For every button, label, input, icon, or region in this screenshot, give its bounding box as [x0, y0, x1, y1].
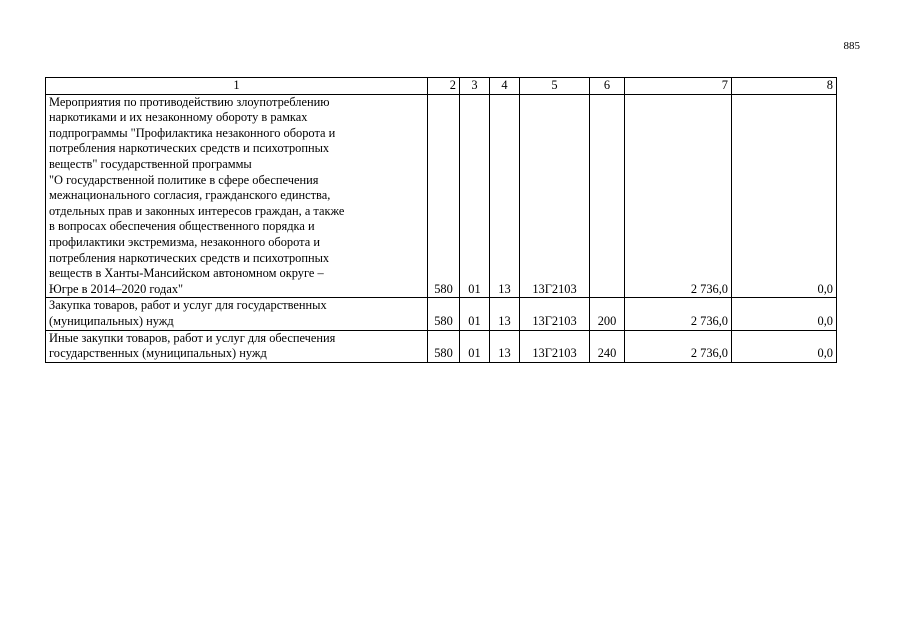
description-line: "О государственной политике в сфере обеспечения: [49, 172, 319, 187]
cell-col5: 13Г2103: [520, 330, 590, 362]
header-cell-1: 1: [46, 78, 428, 95]
cell-col3: 01: [460, 94, 490, 298]
header-cell-8: 8: [732, 78, 837, 95]
budget-table: [45, 77, 837, 363]
cell-col7: 2 736,0: [625, 298, 732, 330]
table-row: [46, 330, 837, 362]
cell-col6: 240: [590, 330, 625, 362]
cell-col8: 0,0: [732, 298, 837, 330]
cell-col5: 13Г2103: [520, 298, 590, 330]
table-row: [46, 94, 837, 298]
page-number: 885: [843, 40, 860, 52]
description-line: Мероприятия по противодействию злоупотреблению: [49, 94, 330, 109]
description-line: веществ в Ханты-Мансийском автономном округе –: [49, 266, 324, 281]
description-line: Закупка товаров, работ и услуг для государственных: [49, 298, 327, 313]
row-description: [46, 94, 428, 298]
description-line: профилактики экстремизма, незаконного оборота и: [49, 234, 320, 249]
description-line: подпрограммы "Профилактика незаконного оборота и: [49, 125, 336, 140]
cell-col4: 13: [490, 94, 520, 298]
description-line: Иные закупки товаров, работ и услуг для обеспечения: [49, 330, 336, 345]
description-line: (муниципальных) нужд: [49, 313, 174, 328]
cell-col3: 01: [460, 330, 490, 362]
cell-col2: 580: [428, 298, 460, 330]
description-line: межнационального согласия, гражданского единства,: [49, 188, 331, 203]
cell-col2: 580: [428, 330, 460, 362]
cell-col4: 13: [490, 298, 520, 330]
cell-col7: 2 736,0: [625, 94, 732, 298]
header-cell-4: 4: [490, 78, 520, 95]
header-cell-5: 5: [520, 78, 590, 95]
description-line: потребления наркотических средств и психотропных: [49, 141, 330, 156]
description-line: Югре в 2014–2020 годах": [49, 281, 184, 296]
cell-col5: 13Г2103: [520, 94, 590, 298]
description-line: потребления наркотических средств и психотропных: [49, 250, 330, 265]
cell-col6: [590, 94, 625, 298]
description-line: веществ" государственной программы: [49, 156, 252, 171]
row-description: [46, 330, 428, 362]
header-cell-2: 2: [428, 78, 460, 95]
description-line: отдельных прав и законных интересов граждан, а также: [49, 203, 345, 218]
cell-col2: 580: [428, 94, 460, 298]
header-cell-7: 7: [625, 78, 732, 95]
description-line: в вопросах обеспечения общественного порядка и: [49, 219, 315, 234]
header-cell-6: 6: [590, 78, 625, 95]
table-row: [46, 298, 837, 330]
cell-col8: 0,0: [732, 94, 837, 298]
cell-col4: 13: [490, 330, 520, 362]
cell-col6: 200: [590, 298, 625, 330]
header-row: [46, 78, 837, 95]
row-description: [46, 298, 428, 330]
description-line: государственных (муниципальных) нужд: [49, 346, 267, 361]
cell-col7: 2 736,0: [625, 330, 732, 362]
description-line: наркотиками и их незаконному обороту в рамках: [49, 110, 308, 125]
header-cell-3: 3: [460, 78, 490, 95]
cell-col3: 01: [460, 298, 490, 330]
cell-col8: 0,0: [732, 330, 837, 362]
